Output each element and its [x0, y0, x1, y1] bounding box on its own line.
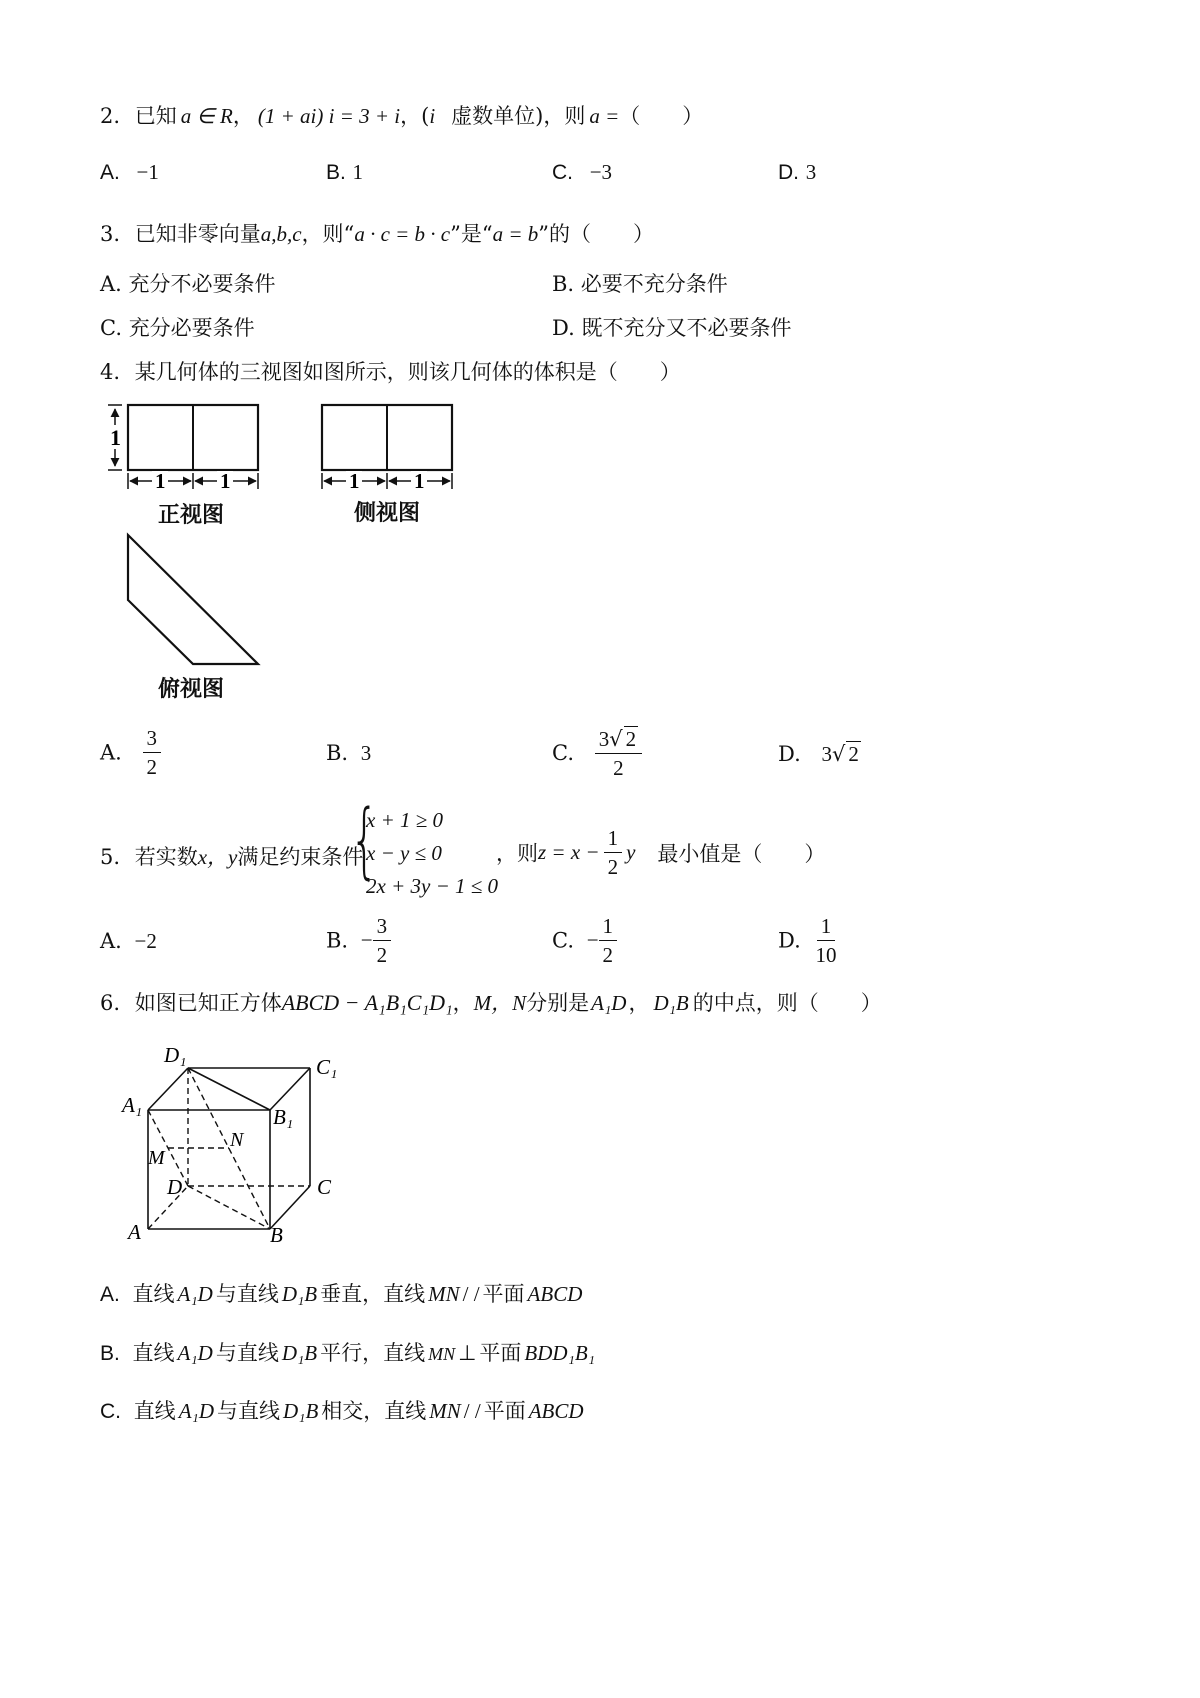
q2-option-a[interactable]: A. −1: [100, 160, 159, 184]
vertex-d-label: D: [167, 1175, 183, 1199]
vertex-b-label: B: [270, 1223, 283, 1247]
q5-constraint-brace: {: [350, 793, 379, 888]
q4-option-c-fraction: $\frac{3√ 2}{2}$: [595, 726, 642, 780]
cube-figure: [118, 1040, 358, 1250]
q6-option-a[interactable]: A. 直线 A₁D 与直线 D₁B 垂直，直线 MN / / 平面 ABCD: [100, 1282, 583, 1306]
front-view: [107, 405, 258, 493]
q5-number: 5.: [100, 845, 121, 869]
midpoint-m-label: M: [148, 1147, 165, 1169]
q5-option-d[interactable]: D. $\frac{1}{10}$: [778, 914, 837, 968]
q4-option-c[interactable]: C. $\frac{3√ 2}{2}$: [552, 726, 642, 780]
q5-stem: 5. 若实数x，y满足约束条件: [100, 845, 364, 869]
q5-option-b-fraction: $\frac{3}{2}$: [373, 914, 392, 967]
q3-condition-1: a · c = b · c: [354, 222, 451, 246]
top-view: [128, 535, 258, 664]
vertex-b1-label: B₁: [273, 1105, 294, 1129]
height-dim-label: 1: [110, 425, 121, 450]
q5-option-a[interactable]: A. −2: [100, 929, 157, 953]
q6-stem: 6. 如图已知正方体ABCD − A₁B₁C₁D₁，M，N分别是A₁D， D₁B 的中点，则（ ）: [100, 990, 882, 1015]
q2-option-c[interactable]: C. −3: [552, 160, 613, 184]
q4-option-d[interactable]: D. 3√ 2: [778, 742, 859, 766]
q3-stem: 3. 已知非零向量a,b,c，则“a · c = b · c”是“a = b”的（ ）: [100, 222, 655, 246]
vertex-c1-label: C₁: [316, 1055, 338, 1079]
q5-constraint-1: x + 1 ≥ 0: [366, 808, 444, 832]
q4-option-a[interactable]: A. $\frac{3}{2}$: [100, 726, 161, 779]
q4-option-a-fraction: $\frac{3}{2}$: [143, 726, 162, 779]
front-view-label: 正视图: [158, 503, 225, 528]
q5-option-c-fraction: $\frac{1}{2}$: [599, 914, 618, 967]
q3-option-b[interactable]: B. 必要不充分条件: [552, 272, 728, 296]
q5-option-c[interactable]: C. − $\frac{1}{2}$: [552, 914, 617, 967]
side-dim-right: 1: [414, 469, 425, 493]
q3-option-a[interactable]: A. 充分不必要条件: [100, 272, 276, 296]
q4-stem: 4. 某几何体的三视图如图所示，则该几何体的体积是（ ）: [100, 360, 681, 384]
q5-option-d-fraction: $\frac{1}{10}$: [815, 914, 837, 968]
q5-constraint-3: 2x + 3y − 1 ≤ 0: [366, 874, 499, 898]
q5-option-b[interactable]: B. − $\frac{3}{2}$: [326, 914, 391, 967]
front-dim-right: 1: [220, 469, 231, 493]
q6-option-b[interactable]: B. 直线 A₁D 与直线 D₁B 平行，直线 MN ⊥ 平面 BDD₁B₁: [100, 1341, 596, 1365]
front-dim-left: 1: [155, 469, 166, 493]
q3-condition-2: a = b: [492, 222, 539, 246]
q2-equation: (1 + ai) i = 3 + i: [257, 104, 401, 128]
side-view-label: 侧视图: [354, 501, 421, 526]
q3-vectors: a,b,c: [260, 222, 302, 246]
q3-number: 3.: [100, 222, 121, 246]
q5-objective: ，则z = x − $\frac{1}{2}$ y 最小值是（ ）: [496, 826, 826, 880]
vertex-c-label: C: [317, 1175, 332, 1199]
q6-option-c[interactable]: C. 直线 A₁D 与直线 D₁B 相交，直线 MN / / 平面 ABCD: [100, 1399, 584, 1423]
side-view: [322, 405, 452, 493]
side-dim-left: 1: [349, 469, 360, 493]
three-view-figure: [100, 395, 470, 705]
midpoint-n-label: N: [230, 1129, 244, 1151]
q4-option-b[interactable]: B. 3: [326, 741, 372, 765]
q2-stem: 2. 已知 a ∈ R， (1 + ai) i = 3 + i，(i 虚数单位)，则 a =（ ）: [100, 104, 704, 128]
top-view-label: 俯视图: [158, 677, 225, 702]
vertex-d1-label: D₁: [164, 1043, 187, 1067]
q4-number: 4.: [100, 360, 121, 384]
q2-number: 2.: [100, 104, 121, 128]
q2-option-b[interactable]: B. 1: [326, 160, 364, 184]
q5-objective-fraction: $\frac{1}{2}$: [604, 826, 623, 879]
q2-option-d[interactable]: D. 3: [778, 160, 817, 184]
vertex-a-label: A: [128, 1220, 141, 1244]
q6-number: 6.: [100, 991, 121, 1015]
vertex-a1-label: A₁: [122, 1093, 143, 1117]
q5-constraint-2: x − y ≤ 0: [366, 841, 442, 865]
q3-option-c[interactable]: C. 充分必要条件: [100, 316, 255, 340]
q3-option-d[interactable]: D. 既不充分又不必要条件: [552, 316, 792, 340]
